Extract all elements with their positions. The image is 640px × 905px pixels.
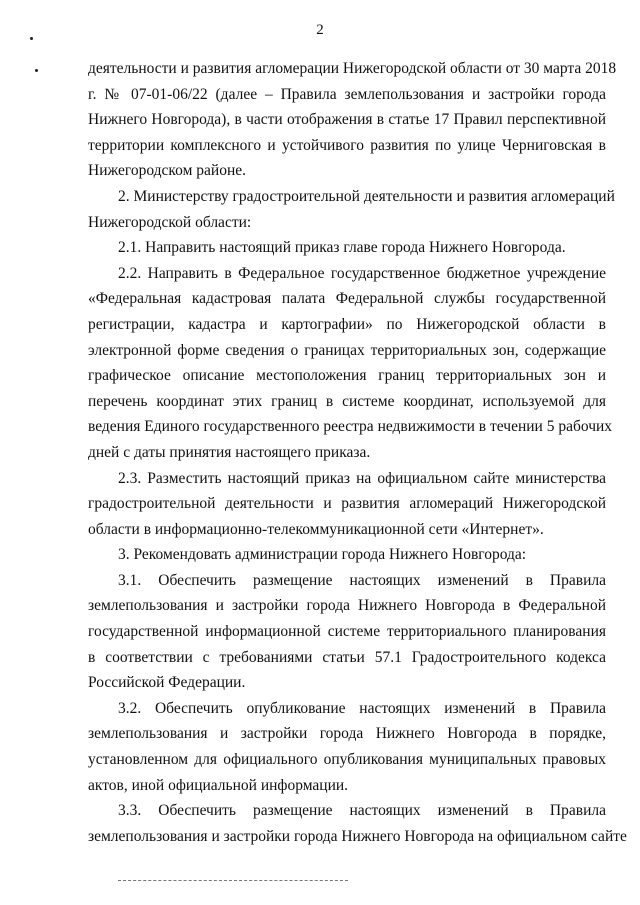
text-line: землепользования и застройки города Нижнего Новгорода на официальном сайте	[88, 827, 627, 845]
text-line: графическое описание местоположения границ территориальных зон и	[88, 367, 606, 385]
text-line: деятельности и развития агломерации Нижегородской области от 30 марта 2018	[88, 60, 617, 77]
text-line: области в информационно-телекоммуникационной сети «Интернет».	[88, 520, 544, 538]
text-line: в соответствии с требованиями статьи 57.1 Градостроительного кодекса	[88, 648, 606, 666]
text-line: 2.3. Разместить настоящий приказ на официальном сайте министерства	[118, 469, 606, 487]
text-line: Нижегородском районе.	[88, 162, 247, 180]
text-line: землепользования и застройки города Нижнего Новгорода в порядке,	[88, 725, 606, 743]
scan-speck-margin	[35, 69, 38, 72]
text-line: электронной форме сведения о границах территориальных зон, содержащие	[88, 341, 606, 359]
text-line: 3.3. Обеспечить размещение настоящих изменений в Правила	[118, 802, 606, 820]
text-line: дней с даты принятия настоящего приказа.	[88, 443, 371, 461]
footer-dashed-rule	[118, 880, 348, 881]
text-line: 2.2. Направить в Федеральное государственное бюджетное учреждение	[118, 264, 606, 282]
page-number: 2	[316, 22, 324, 38]
text-line: установленном для официального опубликования муниципальных правовых	[88, 751, 606, 769]
text-line: ведения Единого государственного реестра недвижимости в течении 5 рабочих	[88, 418, 613, 436]
text-line: землепользования и застройки города Нижнего Новгорода в Федеральной	[88, 597, 606, 615]
text-line: 3.2. Обеспечить опубликование настоящих изменений в Правила	[118, 699, 606, 717]
text-line: Нижнего Новгорода), в части отображения в статье 17 Правил перспективной	[88, 111, 606, 129]
text-line: 2.1. Направить настоящий приказ главе города Нижнего Новгорода.	[118, 239, 566, 257]
text-line: актов, иной официальной информации.	[88, 776, 349, 794]
text-line: 2. Министерству градостроительной деятельности и развития агломераций	[118, 187, 615, 205]
text-line: г. № 07-01-06/22 (далее – Правила землепользования и застройки города	[88, 85, 606, 103]
text-line: регистрации, кадастра и картографии» по Нижегородской области в	[88, 315, 606, 333]
text-line: 3. Рекомендовать администрации города Нижнего Новгорода:	[118, 546, 527, 564]
text-line: перечень координат этих границ в системе координат, используемой для	[88, 392, 606, 410]
text-line: градостроительной деятельности и развития агломераций Нижегородской	[88, 495, 606, 513]
text-line: «Федеральная кадастровая палата Федеральной службы государственной	[88, 290, 606, 308]
scan-speck-top	[30, 37, 33, 40]
text-line: государственной информационной системе территориального планирования	[88, 623, 606, 641]
text-line: Нижегородской области:	[88, 213, 252, 231]
text-line: Российской Федерации.	[88, 674, 246, 692]
text-line: 3.1. Обеспечить размещение настоящих изменений в Правила	[118, 571, 606, 589]
document-body	[88, 56, 627, 849]
text-line: территории комплексного и устойчивого развития по улице Черниговская в	[88, 136, 606, 154]
